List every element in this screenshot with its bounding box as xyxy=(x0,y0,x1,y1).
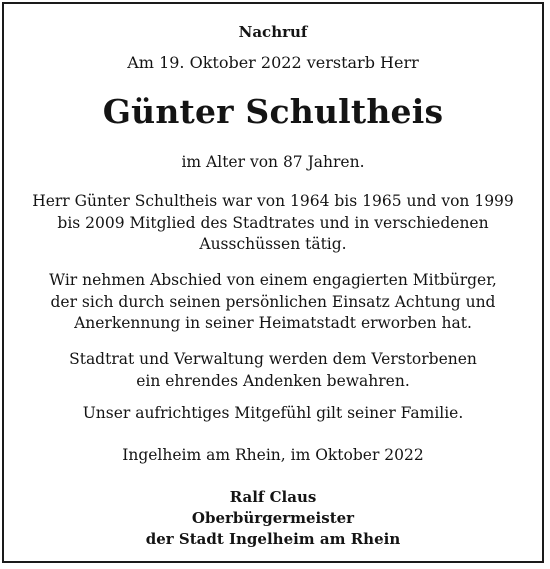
notice-heading: Nachruf xyxy=(238,23,308,41)
place-date xyxy=(4,445,542,467)
signature-block xyxy=(4,487,542,550)
condolence-paragraph xyxy=(4,403,542,425)
council-membership-paragraph xyxy=(4,191,542,256)
paragraph-line: Ausschüssen tätig. xyxy=(199,235,347,253)
remembrance-paragraph xyxy=(4,349,542,392)
signatory-title: Oberbürgermeister xyxy=(191,509,355,527)
paragraph-line: Wir nehmen Abschied von einem engagierten Mitbürger, xyxy=(49,271,497,289)
deceased-name: Günter Schultheis xyxy=(102,92,444,131)
paragraph-line: Unser aufrichtiges Mitgefühl gilt seiner Familie. xyxy=(82,404,464,422)
farewell-paragraph xyxy=(4,270,542,335)
age-line xyxy=(4,152,542,174)
paragraph-line: bis 2009 Mitglied des Stadtrates und in verschiedenen xyxy=(57,213,489,232)
age-text: im Alter von 87 Jahren. xyxy=(181,153,365,171)
paragraph-line: Anerkennung in seiner Heimatstadt erworben hat. xyxy=(74,314,472,332)
notice-intro: Am 19. Oktober 2022 verstarb Herr xyxy=(127,53,419,72)
paragraph-line: Stadtrat und Verwaltung werden dem Verstorbenen xyxy=(69,350,477,368)
paragraph-line: ein ehrendes Andenken bewahren. xyxy=(136,371,410,390)
paragraph-line: der sich durch seinen persönlichen Einsatz Achtung und xyxy=(50,292,496,311)
signatory-name: Ralf Claus xyxy=(229,488,317,506)
signatory-organization: der Stadt Ingelheim am Rhein xyxy=(145,530,401,548)
obituary-notice xyxy=(2,2,544,563)
place-date-text: Ingelheim am Rhein, im Oktober 2022 xyxy=(122,446,424,464)
paragraph-line: Herr Günter Schultheis war von 1964 bis 1965 und von 1999 xyxy=(32,192,514,210)
